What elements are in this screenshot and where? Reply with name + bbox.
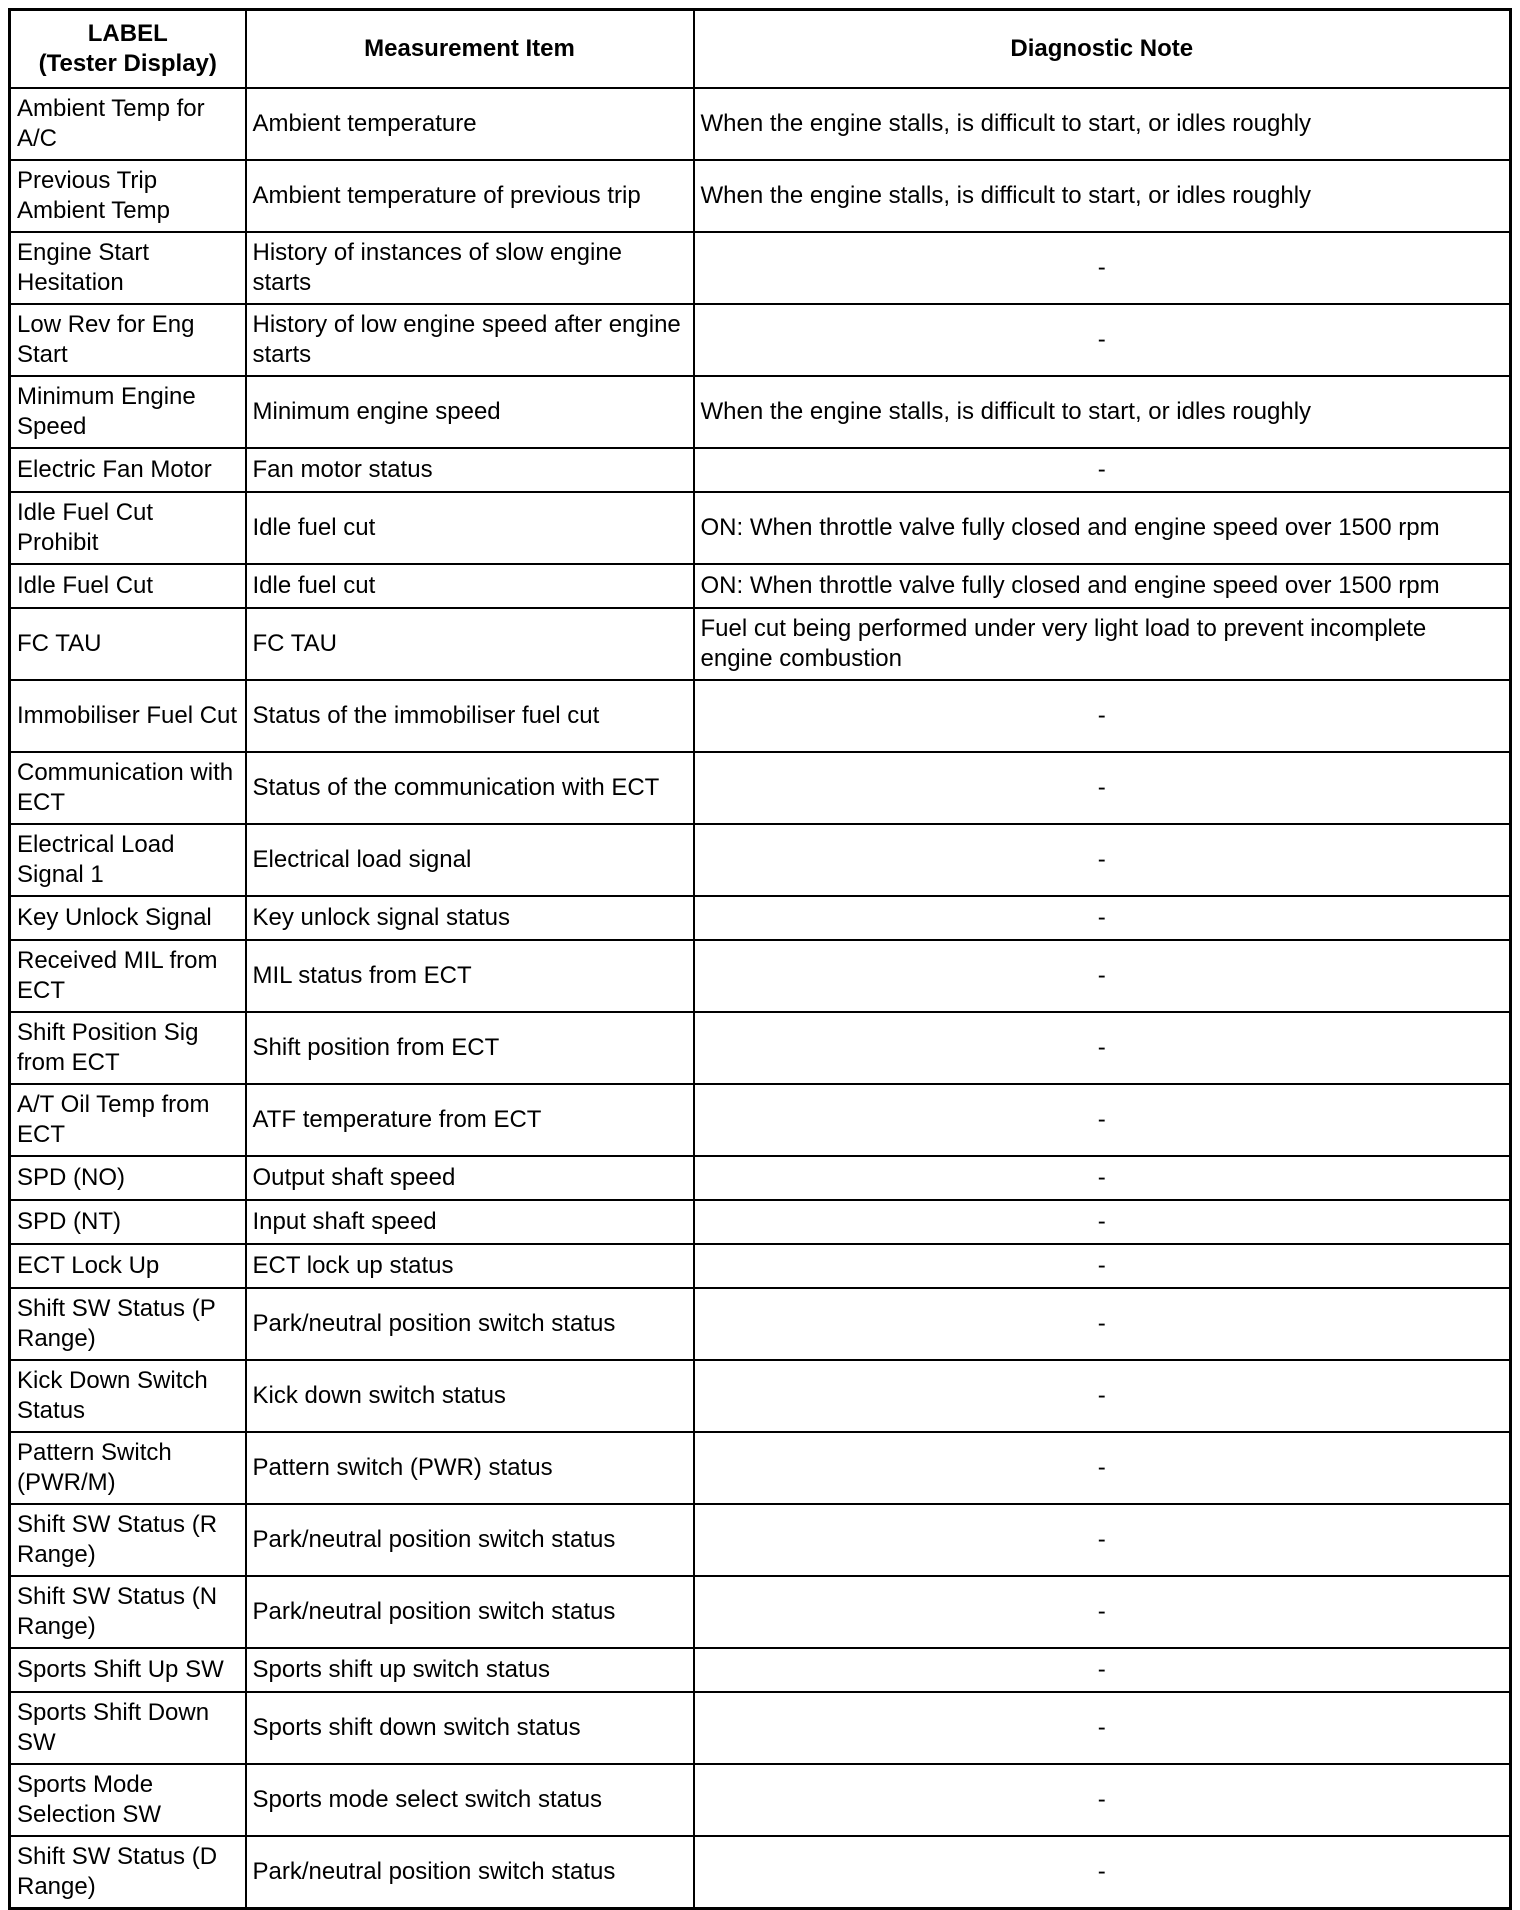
cell-label: Electrical Load Signal 1 <box>10 824 246 896</box>
cell-diagnostic-note: - <box>694 1764 1511 1836</box>
cell-label: Shift SW Status (R Range) <box>10 1504 246 1576</box>
table-row <box>10 1084 1511 1156</box>
cell-label: Shift SW Status (D Range) <box>10 1836 246 1909</box>
cell-measurement-item: Kick down switch status <box>246 1360 694 1432</box>
header-row <box>10 10 1511 89</box>
cell-diagnostic-note: - <box>694 1360 1511 1432</box>
table-row <box>10 1692 1511 1764</box>
cell-measurement-item: Park/neutral position switch status <box>246 1836 694 1909</box>
cell-diagnostic-note: When the engine stalls, is difficult to start, or idles roughly <box>694 88 1511 160</box>
table-row <box>10 376 1511 448</box>
cell-diagnostic-note: Fuel cut being performed under very light load to prevent incomplete engine combustion <box>694 608 1511 680</box>
cell-measurement-item: FC TAU <box>246 608 694 680</box>
cell-measurement-item: Park/neutral position switch status <box>246 1576 694 1648</box>
table-row <box>10 1156 1511 1200</box>
cell-label: ECT Lock Up <box>10 1244 246 1288</box>
table-row <box>10 896 1511 940</box>
cell-measurement-item: Output shaft speed <box>246 1156 694 1200</box>
table-row <box>10 608 1511 680</box>
table-row <box>10 1200 1511 1244</box>
cell-diagnostic-note: - <box>694 1288 1511 1360</box>
cell-measurement-item: Idle fuel cut <box>246 564 694 608</box>
cell-measurement-item: Status of the immobiliser fuel cut <box>246 680 694 752</box>
cell-label: Engine Start Hesitation <box>10 232 246 304</box>
cell-label: Received MIL from ECT <box>10 940 246 1012</box>
cell-measurement-item: Park/neutral position switch status <box>246 1504 694 1576</box>
cell-label: Shift SW Status (P Range) <box>10 1288 246 1360</box>
cell-label: Idle Fuel Cut <box>10 564 246 608</box>
cell-measurement-item: Sports mode select switch status <box>246 1764 694 1836</box>
cell-diagnostic-note: - <box>694 1648 1511 1692</box>
cell-measurement-item: ECT lock up status <box>246 1244 694 1288</box>
cell-label: Communication with ECT <box>10 752 246 824</box>
cell-label: Immobiliser Fuel Cut <box>10 680 246 752</box>
header-label-line2: (Tester Display) <box>38 50 217 77</box>
cell-label: SPD (NT) <box>10 1200 246 1244</box>
cell-measurement-item: Idle fuel cut <box>246 492 694 564</box>
cell-label: A/T Oil Temp from ECT <box>10 1084 246 1156</box>
table-row <box>10 752 1511 824</box>
cell-diagnostic-note: - <box>694 232 1511 304</box>
cell-measurement-item: Sports shift down switch status <box>246 1692 694 1764</box>
cell-measurement-item: Park/neutral position switch status <box>246 1288 694 1360</box>
cell-diagnostic-note: - <box>694 1504 1511 1576</box>
cell-diagnostic-note: - <box>694 1012 1511 1084</box>
cell-label: Electric Fan Motor <box>10 448 246 492</box>
cell-diagnostic-note: - <box>694 824 1511 896</box>
cell-diagnostic-note: When the engine stalls, is difficult to start, or idles roughly <box>694 376 1511 448</box>
table-row <box>10 1432 1511 1504</box>
table-row <box>10 1836 1511 1909</box>
table-row <box>10 1648 1511 1692</box>
cell-diagnostic-note: - <box>694 1576 1511 1648</box>
table-row <box>10 492 1511 564</box>
header-label <box>10 10 246 89</box>
cell-label: Pattern Switch (PWR/M) <box>10 1432 246 1504</box>
cell-diagnostic-note: - <box>694 752 1511 824</box>
header-measurement-item: Measurement Item <box>246 10 694 89</box>
cell-diagnostic-note: - <box>694 1084 1511 1156</box>
cell-label: SPD (NO) <box>10 1156 246 1200</box>
cell-label: Kick Down Switch Status <box>10 1360 246 1432</box>
cell-measurement-item: Ambient temperature of previous trip <box>246 160 694 232</box>
cell-diagnostic-note: ON: When throttle valve fully closed and engine speed over 1500 rpm <box>694 492 1511 564</box>
cell-diagnostic-note: - <box>694 448 1511 492</box>
cell-label: Shift SW Status (N Range) <box>10 1576 246 1648</box>
table-row <box>10 824 1511 896</box>
cell-label: FC TAU <box>10 608 246 680</box>
table-row <box>10 1576 1511 1648</box>
cell-label: Low Rev for Eng Start <box>10 304 246 376</box>
cell-diagnostic-note: - <box>694 1200 1511 1244</box>
cell-diagnostic-note: - <box>694 680 1511 752</box>
table-row <box>10 448 1511 492</box>
cell-label: Key Unlock Signal <box>10 896 246 940</box>
cell-label: Sports Mode Selection SW <box>10 1764 246 1836</box>
cell-diagnostic-note: - <box>694 1432 1511 1504</box>
cell-label: Sports Shift Up SW <box>10 1648 246 1692</box>
cell-measurement-item: Status of the communication with ECT <box>246 752 694 824</box>
cell-measurement-item: Pattern switch (PWR) status <box>246 1432 694 1504</box>
table-row <box>10 1504 1511 1576</box>
cell-measurement-item: Key unlock signal status <box>246 896 694 940</box>
cell-label: Sports Shift Down SW <box>10 1692 246 1764</box>
header-label-line1: LABEL <box>87 20 168 47</box>
cell-diagnostic-note: - <box>694 1156 1511 1200</box>
cell-diagnostic-note: - <box>694 1244 1511 1288</box>
table-row <box>10 564 1511 608</box>
cell-measurement-item: ATF temperature from ECT <box>246 1084 694 1156</box>
table-header <box>10 10 1511 89</box>
cell-diagnostic-note: - <box>694 1836 1511 1909</box>
table-row <box>10 680 1511 752</box>
table-row <box>10 1764 1511 1836</box>
cell-measurement-item: Shift position from ECT <box>246 1012 694 1084</box>
table-row <box>10 1012 1511 1084</box>
cell-label: Shift Position Sig from ECT <box>10 1012 246 1084</box>
table-row <box>10 1360 1511 1432</box>
cell-measurement-item: History of low engine speed after engine starts <box>246 304 694 376</box>
table-row <box>10 88 1511 160</box>
table-row <box>10 160 1511 232</box>
cell-measurement-item: Ambient temperature <box>246 88 694 160</box>
table-row <box>10 1244 1511 1288</box>
cell-diagnostic-note: - <box>694 896 1511 940</box>
table-row <box>10 940 1511 1012</box>
cell-measurement-item: Electrical load signal <box>246 824 694 896</box>
table-row <box>10 232 1511 304</box>
cell-label: Idle Fuel Cut Prohibit <box>10 492 246 564</box>
cell-diagnostic-note: When the engine stalls, is difficult to start, or idles roughly <box>694 160 1511 232</box>
cell-diagnostic-note: - <box>694 304 1511 376</box>
cell-label: Ambient Temp for A/C <box>10 88 246 160</box>
cell-measurement-item: Fan motor status <box>246 448 694 492</box>
cell-diagnostic-note: - <box>694 1692 1511 1764</box>
cell-measurement-item: Minimum engine speed <box>246 376 694 448</box>
header-diagnostic-note: Diagnostic Note <box>694 10 1511 89</box>
cell-label: Previous Trip Ambient Temp <box>10 160 246 232</box>
cell-diagnostic-note: ON: When throttle valve fully closed and engine speed over 1500 rpm <box>694 564 1511 608</box>
cell-diagnostic-note: - <box>694 940 1511 1012</box>
data-list-table <box>8 8 1512 1910</box>
cell-measurement-item: MIL status from ECT <box>246 940 694 1012</box>
table-row <box>10 1288 1511 1360</box>
cell-measurement-item: Input shaft speed <box>246 1200 694 1244</box>
table-body <box>10 88 1511 1909</box>
document-sheet <box>8 8 1512 1910</box>
table-row <box>10 304 1511 376</box>
cell-measurement-item: Sports shift up switch status <box>246 1648 694 1692</box>
cell-measurement-item: History of instances of slow engine starts <box>246 232 694 304</box>
cell-label: Minimum Engine Speed <box>10 376 246 448</box>
